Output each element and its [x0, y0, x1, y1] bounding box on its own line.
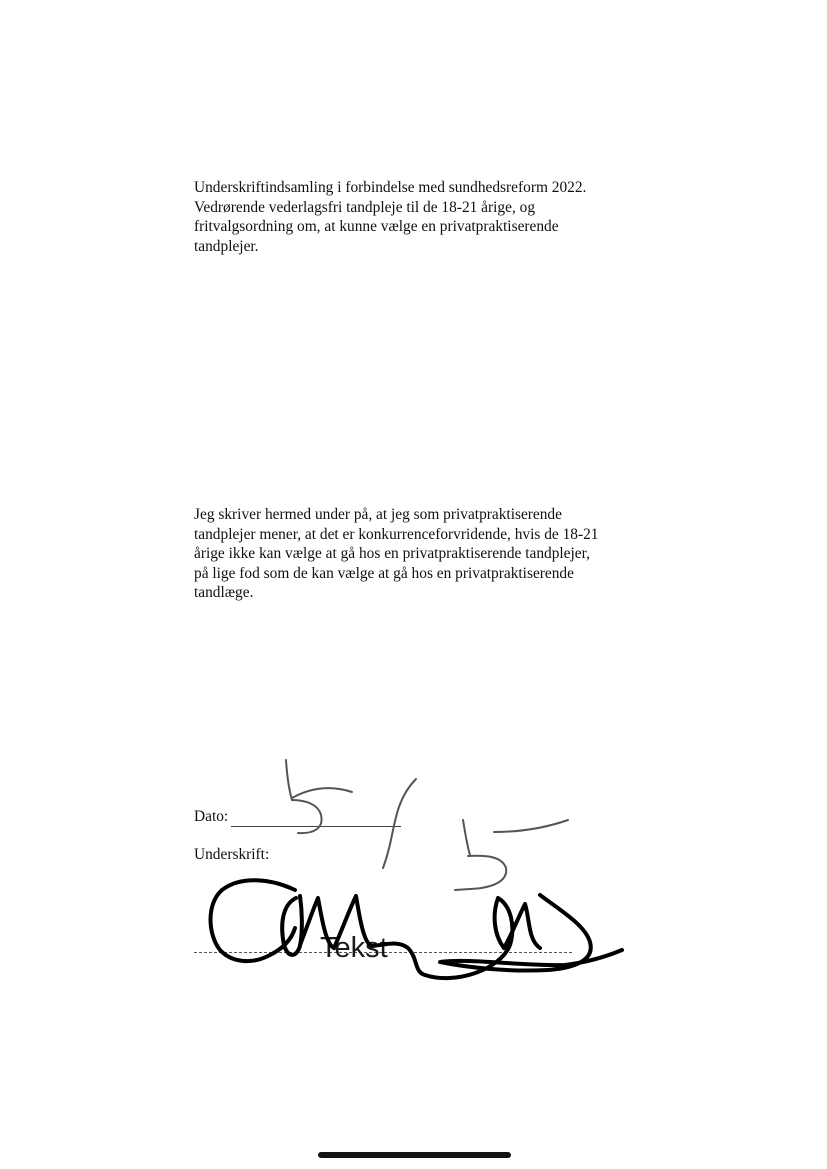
statement-line: tandlæge.	[194, 584, 254, 602]
intro-line: fritvalgsordning om, at kunne vælge en privatpraktiserende	[194, 218, 559, 236]
statement-line: årige ikke kan vælge at gå hos en privatpraktiserende tandplejer,	[194, 545, 590, 563]
statement-paragraph	[194, 505, 634, 603]
home-indicator[interactable]	[318, 1152, 511, 1158]
date-stroke-five-2-stem	[463, 820, 470, 855]
date-stroke-five-2-top	[494, 820, 568, 832]
statement-line: på lige fod som de kan vælge at gå hos en privatpraktiserende	[194, 564, 574, 582]
date-label: Dato:	[194, 808, 229, 825]
text-annotation[interactable]: Tekst	[320, 932, 388, 964]
signature-stroke-hump-4	[504, 904, 540, 948]
signature-stroke-loop	[282, 896, 302, 955]
date-stroke-five-1-belly	[292, 800, 322, 833]
signature-stroke-underloop	[425, 898, 512, 978]
signature-stroke-tail	[440, 895, 622, 971]
date-field-line[interactable]	[231, 826, 401, 827]
intro-line: Underskriftindsamling i forbindelse med sundhedsreform 2022.	[194, 179, 587, 196]
date-stroke-slash	[383, 779, 416, 868]
signature-stroke-c	[211, 880, 296, 961]
intro-line: tandplejer.	[194, 237, 259, 255]
date-stroke-five-1-top	[292, 788, 352, 798]
date-stroke-five-1-stem	[286, 760, 292, 800]
date-stroke-five-2-belly	[455, 856, 506, 890]
statement-line: Jeg skriver hermed under på, at jeg som privatpraktiserende	[194, 506, 562, 523]
signature-label: Underskrift:	[194, 846, 270, 863]
intro-paragraph	[194, 178, 634, 256]
statement-line: tandplejer mener, at det er konkurrenceforvridende, hvis de 18-21	[194, 525, 599, 543]
intro-line: Vedrørende vederlagsfri tandpleje til de 18-21 årige, og	[194, 198, 536, 216]
